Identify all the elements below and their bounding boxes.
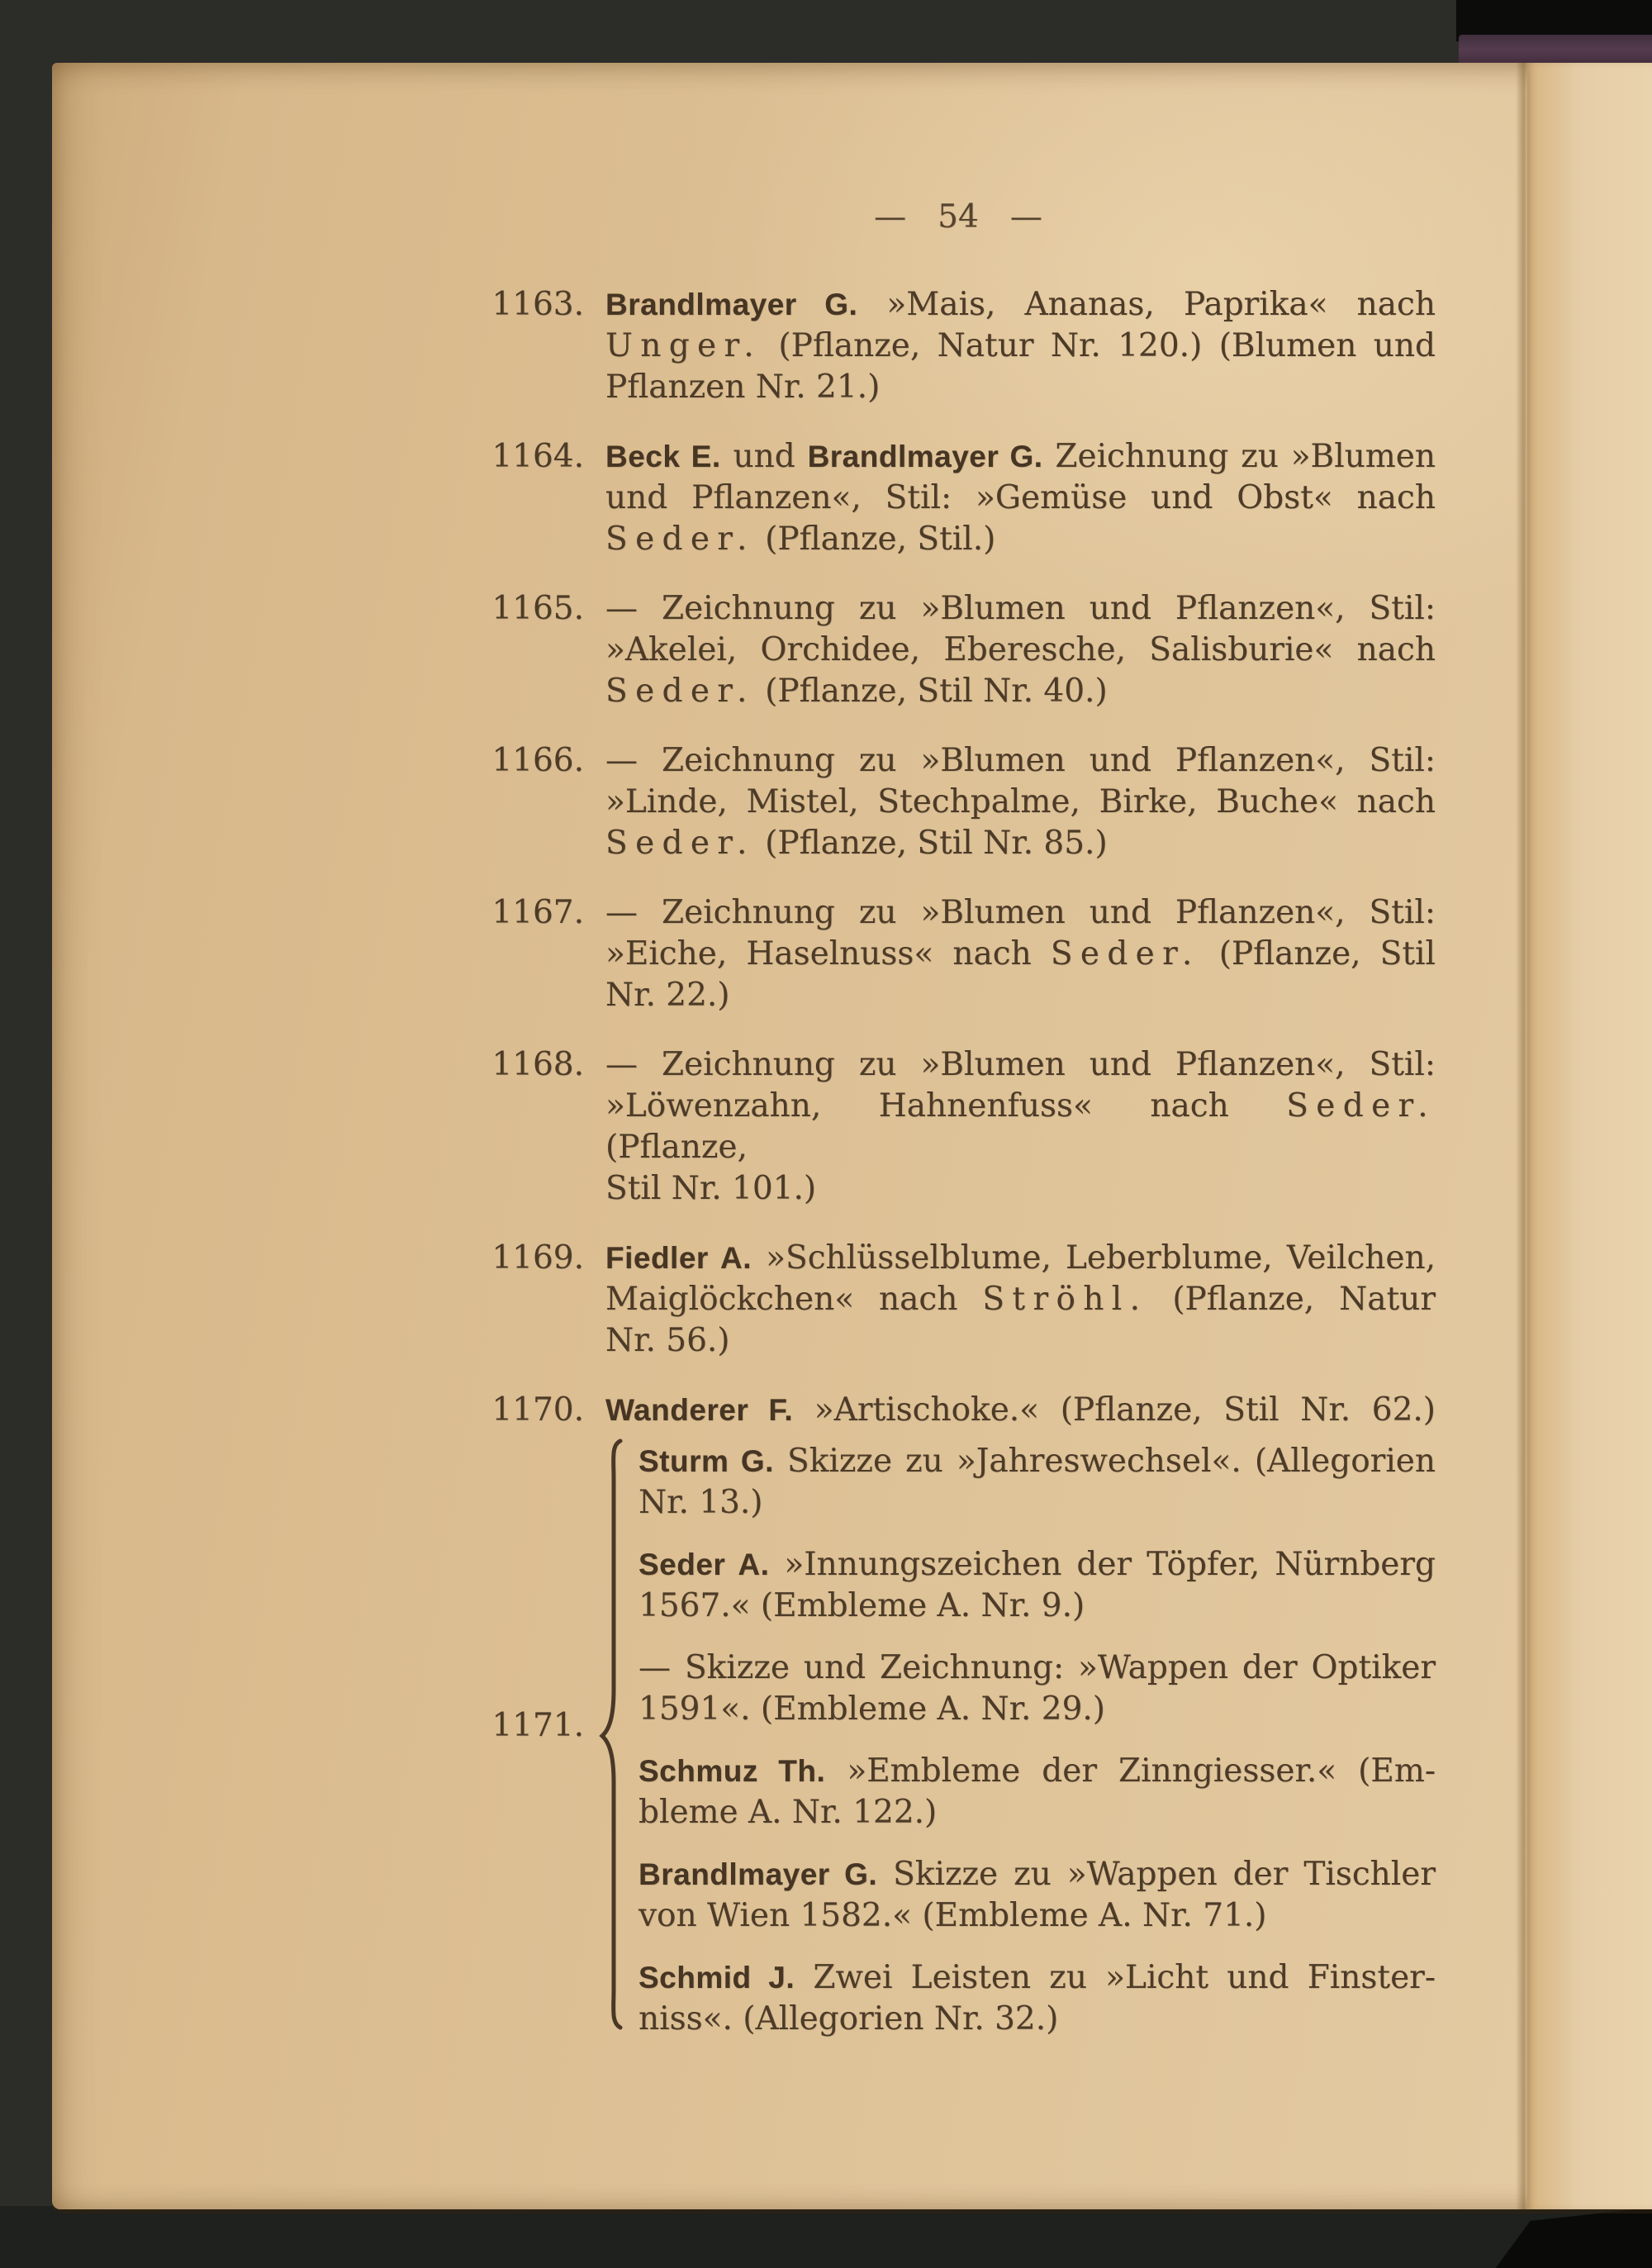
entry-text: »Artischoke.« (Pflanze, Stil Nr. 62.) [793,1391,1436,1429]
catalog-entry [490,740,1436,864]
entry-text: Nr. 56.) [605,1322,730,1359]
text-line [638,1854,1436,1895]
text-line [605,1390,1436,1431]
group-sub-entry [605,1751,1436,1833]
entry-text: und [720,438,808,475]
artist-name: Beck E. [605,440,721,473]
entry-text: — Zeichnung zu »Blumen und Pflanzen«, Stil: [605,742,1436,779]
entry-text: »Schlüsselblume, Leberblume, Veilchen, [751,1239,1436,1277]
entry-text: Skizze zu »Wappen der Tischler [877,1856,1436,1893]
text-line [605,671,1436,712]
text-line [605,1086,1436,1168]
text-line [638,1689,1436,1730]
entry-text: 1591«. (Embleme A. Nr. 29.) [638,1690,1106,1728]
entry-text: »Innungszeichen der Töpfer, Nürnberg [769,1546,1436,1583]
text-line [605,1279,1436,1320]
text-line [638,1751,1436,1792]
artist-name: Schmid J. [638,1961,795,1995]
folio-number: 54 [938,198,979,235]
entry-text: (Pflanze, Stil.) [754,521,996,558]
backdrop-bottom-band [0,2206,1652,2268]
entry-text: 1567.« (Embleme A. Nr. 9.) [638,1587,1085,1624]
text-line [605,934,1436,975]
catalog-entry [490,1390,1436,1431]
entry-list [490,284,1436,2068]
referenced-name: Ströhl. [982,1281,1148,1318]
artist-name: Brandlmayer G. [807,440,1043,473]
artist-name: Seder A. [638,1548,770,1581]
artist-name: Schmuz Th. [638,1754,826,1788]
text-line [605,519,1436,560]
entry-text: »Eiche, Haselnuss« nach [605,935,1051,972]
entry-text: (Pflanze, Stil Nr. 40.) [754,673,1108,710]
referenced-name: Seder. [1286,1087,1436,1124]
text-line [605,1168,1436,1210]
entry-text: Stil Nr. 101.) [605,1170,817,1207]
artist-name: Wanderer F. [605,1393,794,1427]
folio-dash-right: — [1009,198,1042,235]
text-line [638,1792,1436,1833]
entry-number: 1165. [491,590,584,627]
group-sub-entry [605,1957,1436,2040]
artist-name: Sturm G. [638,1444,774,1478]
catalog-entry [490,1238,1436,1362]
entry-text: (Pflanze, Stil Nr. 85.) [754,825,1108,862]
catalog-entry [490,284,1436,408]
catalog-entry [490,892,1436,1016]
entry-text: Zwei Leisten zu »Licht und Finster- [795,1959,1436,1996]
text-line [638,1895,1436,1937]
entry-number: 1169. [491,1239,584,1277]
text-line [605,367,1436,408]
catalog-entry [490,436,1436,560]
artist-name: Brandlmayer G. [605,288,858,321]
text-line [605,630,1436,671]
text-line [605,326,1436,367]
entry-text: Zeichnung zu »Blumen [1042,438,1436,475]
entry-text: Nr. 13.) [638,1484,763,1521]
page-number-header [834,197,1082,238]
group-sub-entry [605,1544,1436,1627]
entry-text: »Embleme der Zinngiesser.« (Em- [825,1752,1436,1790]
adjacent-page-edge [1527,63,1652,2209]
entry-text: Nr. 22.) [605,977,730,1014]
group-sub-entry [605,1648,1436,1730]
entry-text: Maiglöckchen« nach [605,1281,983,1318]
group-brace-icon [597,1438,627,2034]
text-line [605,823,1436,864]
entry-text: Skizze zu »Jahreswechsel«. (Allegorien [773,1443,1436,1480]
text-line [605,975,1436,1016]
entry-text: — Zeichnung zu »Blumen und Pflanzen«, Stil: [605,1046,1436,1083]
catalog-entry [490,588,1436,712]
text-line [605,892,1436,934]
entry-text: und Pflanzen«, Stil: »Gemüse und Obst« nach [605,479,1436,516]
text-line [605,436,1436,478]
text-line [638,1999,1436,2040]
scanned-page [52,63,1652,2209]
entry-text: (Pflanze, [605,1129,748,1166]
catalog-entry-group [490,1441,1436,2040]
entry-text: »Löwenzahn, Hahnenfuss« nach [605,1087,1287,1124]
entry-text: (Pflanze, Natur Nr. 120.) (Blumen und [761,327,1436,364]
referenced-name: Seder. [605,521,755,558]
entry-text: »Akelei, Orchidee, Eberesche, Salisburie« nach [605,631,1436,668]
entry-number: 1171. [491,1707,584,1744]
entry-text: — Zeichnung zu »Blumen und Pflanzen«, Stil: [605,894,1436,931]
entry-text: Pflanzen Nr. 21.) [605,368,881,406]
folio-dash-left: — [874,198,907,235]
text-line [605,284,1436,326]
text-line [638,1957,1436,1999]
group-sub-entry [605,1854,1436,1937]
entry-number: 1164. [491,438,584,475]
entry-text: — Zeichnung zu »Blumen und Pflanzen«, Stil: [605,590,1436,627]
referenced-name: Seder. [605,673,755,710]
catalog-entry [490,1044,1436,1210]
entry-number: 1163. [491,286,584,323]
artist-name: Brandlmayer G. [638,1857,878,1891]
entry-text: (Pflanze, Natur [1147,1281,1436,1318]
entry-text: — Skizze und Zeichnung: »Wappen der Optiker [638,1649,1436,1686]
text-line [605,740,1436,782]
text-line [638,1586,1436,1627]
entry-number: 1166. [491,742,584,779]
entry-text: »Mais, Ananas, Paprika« nach [857,286,1436,323]
text-line [605,1320,1436,1362]
entry-text: niss«. (Allegorien Nr. 32.) [638,2000,1059,2037]
text-line [605,1044,1436,1086]
text-line [605,478,1436,519]
entry-number: 1168. [491,1046,584,1083]
text-line [605,588,1436,630]
entry-number: 1170. [491,1391,584,1429]
text-line [638,1648,1436,1689]
entry-text: von Wien 1582.« (Embleme A. Nr. 71.) [638,1897,1267,1934]
text-line [638,1482,1436,1524]
group-sub-entry [605,1441,1436,1524]
text-line [605,1238,1436,1279]
artist-name: Fiedler A. [605,1241,752,1275]
referenced-name: Seder. [605,825,755,862]
referenced-name: Unger. [605,327,762,364]
entry-number: 1167. [491,894,584,931]
referenced-name: Seder. [1050,935,1200,972]
text-line [638,1544,1436,1586]
text-line [638,1441,1436,1482]
entry-text: bleme A. Nr. 122.) [638,1794,938,1831]
text-line [605,782,1436,823]
entry-text: »Linde, Mistel, Stechpalme, Birke, Buche« nach [605,783,1436,820]
entry-text: (Pflanze, Stil [1199,935,1436,972]
